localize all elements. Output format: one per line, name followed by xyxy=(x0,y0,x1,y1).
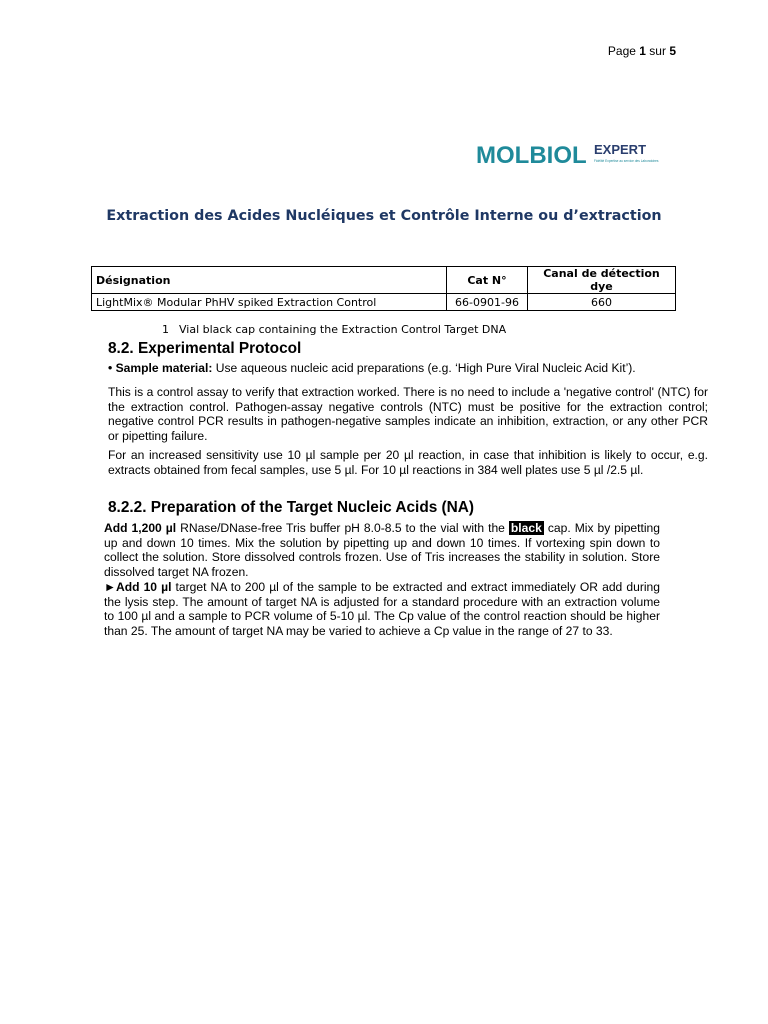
page-mid: sur xyxy=(645,44,670,58)
add-1200-label: Add 1,200 µl xyxy=(104,521,177,535)
document-title: Extraction des Acides Nucléiques et Contrôle Interne ou d’extraction xyxy=(106,208,662,224)
section-heading-protocol: 8.2. Experimental Protocol xyxy=(108,340,302,357)
prep-text-a: RNase/DNase-free Tris buffer pH 8.0-8.5 to the vial with the xyxy=(176,521,509,535)
molbiol-expert-logo xyxy=(476,140,676,170)
black-highlight: black xyxy=(510,521,542,535)
sample-material-text: Use aqueous nucleic acid preparations (e.g. ‘High Pure Viral Nucleic Acid Kit’). xyxy=(212,361,636,375)
prep-text-b: cap. Mix by pipetting up and down 10 times. Mix the solution by pipetting up and down 10 times. If vortexing spin down to collect the solution. Store dissolved controls frozen. Use of Tris increases the stability in solution. Store dissolved target NA frozen. xyxy=(104,521,661,579)
page-total: 5 xyxy=(669,44,676,58)
table-cell-channel: 660 xyxy=(528,294,676,311)
page-number xyxy=(608,44,676,58)
logo-sub-text: EXPERT xyxy=(594,142,647,157)
preparation-paragraph-1 xyxy=(104,521,660,579)
protocol-paragraph-2: For an increased sensitivity use 10 µl sample per 20 µl reaction, in case that inhibition is likely to occur, e.g. extracts obtained from fecal samples, use 5 µl. For 10 µl reactions in 384 well plates use 5 µl /2.5 µl. xyxy=(108,448,708,477)
table-cell-designation: LightMix® Modular PhHV spiked Extraction Control xyxy=(92,294,447,311)
product-table xyxy=(91,266,676,311)
note-number: 1 xyxy=(162,323,169,336)
table-cell-cat: 66-0901-96 xyxy=(447,294,528,311)
preparation-paragraph-2 xyxy=(104,580,660,638)
prep-text-c: target NA to 200 µl of the sample to be extracted and extract immediately OR add during the lysis step. The amount of target NA is adjusted for a standard procedure with an extraction volume to 100 µl and a sample to PCR volume of 5-10 µl. The Cp value of the control reaction should be higher than 25. The amount of target NA may be varied to achieve a Cp value in the range of 27 to 33. xyxy=(104,580,660,638)
page-prefix: Page xyxy=(607,44,640,58)
sample-material-label: • Sample material: xyxy=(108,361,213,375)
add-10-label: ►Add 10 µl xyxy=(104,580,172,594)
table-row xyxy=(92,294,676,311)
protocol-paragraph-1: This is a control assay to verify that extraction worked. There is no need to include a 'negative control' (NTC) for the extraction control. Pathogen-assay negative controls (NTC) must be positive for the extraction control; negative control PCR results in pathogen-negative samples indicate an inhibition, extraction, or any other PCR or pipetting failure. xyxy=(108,385,708,443)
page-current: 1 xyxy=(639,44,646,58)
section-heading-preparation: 8.2.2. Preparation of the Target Nucleic Acids (NA) xyxy=(108,499,475,516)
table-header-cat: Cat N° xyxy=(447,267,528,294)
table-header-row xyxy=(92,267,676,294)
note-text: Vial black cap containing the Extraction Control Target DNA xyxy=(179,323,507,336)
table-header-designation: Désignation xyxy=(92,267,447,294)
logo-main-text: MOLBIOL xyxy=(476,142,587,169)
logo-tagline: Fidélité Expertise au service des Laboratoires xyxy=(594,159,659,163)
table-header-channel: Canal de détection dye xyxy=(528,267,676,294)
vial-note xyxy=(162,323,506,336)
sample-material-line xyxy=(108,361,708,376)
